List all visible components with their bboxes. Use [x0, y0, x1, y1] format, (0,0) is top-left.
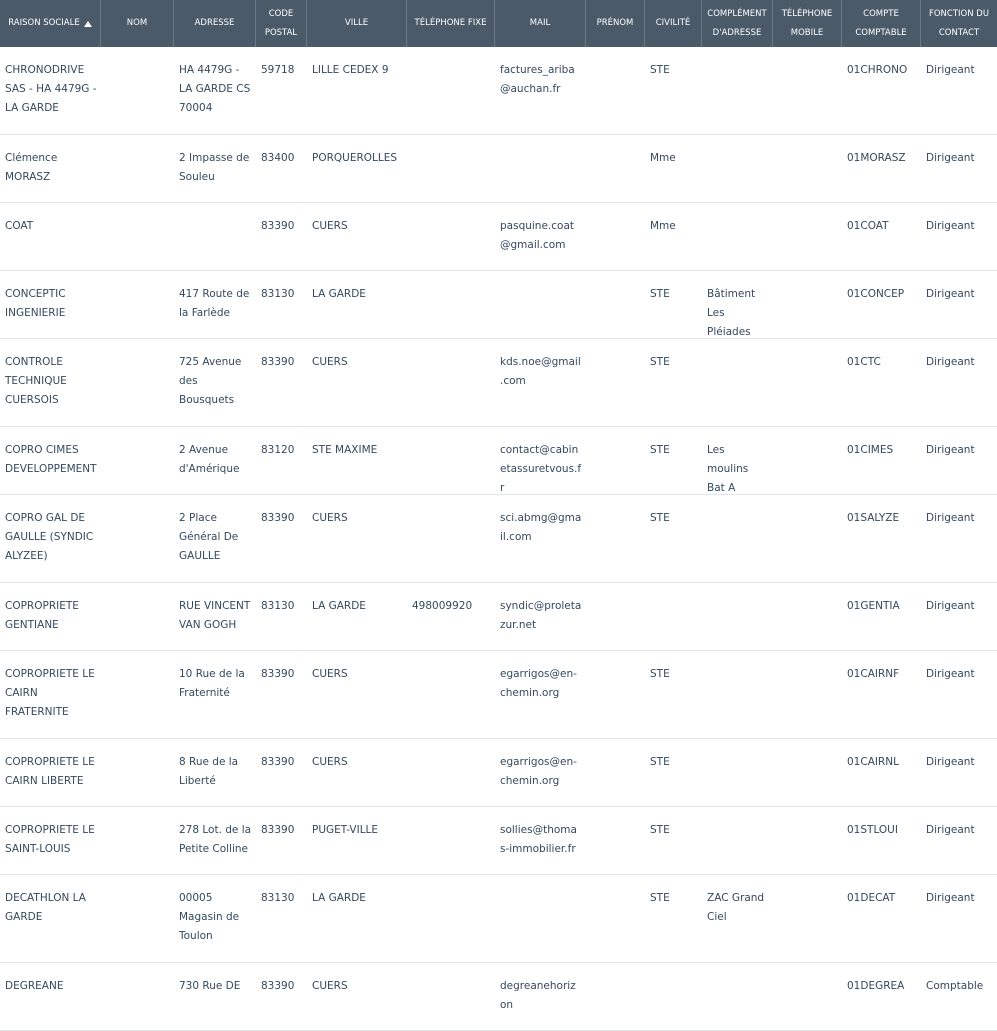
table-cell: ZAC Grand Ciel: [707, 892, 765, 923]
table-cell: [101, 47, 174, 134]
column-header-10[interactable]: [773, 0, 842, 47]
table-cell: [702, 739, 773, 806]
table-cell: CHRONODRIVE SAS - HA 4479G - LA GARDE: [5, 64, 97, 114]
column-header-label: TÉLÉPHONE FIXE: [414, 18, 487, 28]
table-cell: contact@cabinetassuretvous.fr: [500, 444, 582, 494]
table-cell: [773, 963, 842, 1030]
table-cell: PORQUEROLLES: [312, 152, 398, 164]
column-header-0[interactable]: [0, 0, 101, 47]
table-cell: [773, 135, 842, 202]
table-cell: [407, 47, 495, 134]
table-cell: 83130: [261, 600, 295, 612]
column-header-label: CIVILITÉ: [655, 18, 691, 28]
table-cell: sollies@thomas-immobilier.fr: [500, 824, 577, 855]
table-row[interactable]: [0, 427, 997, 495]
table-cell: 01CTC: [847, 356, 881, 368]
table-cell: Bâtiment Les Pléiades: [707, 288, 756, 338]
table-cell: DECATHLON LA GARDE: [5, 892, 86, 923]
table-cell: [773, 807, 842, 874]
table-cell: LA GARDE: [312, 892, 366, 904]
table-cell: 417 Route de la Farlède: [179, 288, 250, 319]
table-cell: 83390: [261, 356, 295, 368]
column-header-5[interactable]: [407, 0, 495, 47]
table-cell: CONTROLE TECHNIQUE CUERSOIS: [5, 356, 67, 406]
table-cell: STE: [650, 64, 670, 76]
table-cell: [407, 135, 495, 202]
table-cell: [407, 651, 495, 738]
table-cell: [773, 875, 842, 962]
table-cell: 278 Lot. de la Petite Colline: [179, 824, 252, 855]
table-cell: 59718: [261, 64, 295, 76]
table-cell: CUERS: [312, 756, 348, 768]
table-cell: STE MAXIME: [312, 444, 378, 456]
table-cell: LILLE CEDEX 9: [312, 64, 389, 76]
table-cell: Clémence MORASZ: [5, 152, 58, 183]
table-cell: 01GENTIA: [847, 600, 900, 612]
table-cell: STE: [650, 892, 670, 904]
table-cell: CUERS: [312, 220, 348, 232]
column-header-label: CODE POSTAL: [264, 8, 298, 38]
table-cell: [407, 807, 495, 874]
table-cell: [586, 495, 645, 582]
table-cell: COPROPRIETE LE CAIRN FRATERNITE: [5, 668, 95, 718]
table-cell: [702, 651, 773, 738]
table-cell: 498009920: [412, 600, 473, 612]
column-header-label: ADRESSE: [194, 18, 235, 28]
table-cell: LA GARDE: [312, 600, 366, 612]
table-cell: COPRO GAL DE GAULLE (SYNDIC ALYZEE): [5, 512, 94, 562]
table-cell: Mme: [650, 152, 676, 164]
table-row[interactable]: [0, 651, 997, 739]
table-cell: [773, 47, 842, 134]
table-cell: 01DEGREA: [847, 980, 905, 992]
table-cell: Dirigeant: [926, 356, 975, 368]
table-row[interactable]: [0, 47, 997, 135]
table-cell: COPROPRIETE GENTIANE: [5, 600, 79, 631]
sort-ascending-icon: [84, 21, 92, 27]
table-cell: [407, 339, 495, 426]
table-cell: 83400: [261, 152, 295, 164]
table-cell: 00005 Magasin de Toulon: [179, 892, 240, 942]
table-cell: [586, 651, 645, 738]
table-cell: [586, 203, 645, 270]
column-header-4[interactable]: [307, 0, 407, 47]
table-cell: [586, 339, 645, 426]
table-cell: [586, 583, 645, 650]
table-cell: [586, 47, 645, 134]
table-cell: 01CONCEP: [847, 288, 905, 300]
table-cell: Dirigeant: [926, 152, 975, 164]
table-cell: COPRO CIMES DEVELOPPEMENT: [5, 444, 97, 475]
table-cell: RUE VINCENT VAN GOGH: [179, 600, 251, 631]
table-cell: 01CIMES: [847, 444, 894, 456]
table-cell: [702, 807, 773, 874]
table-cell: Dirigeant: [926, 668, 975, 680]
column-header-label: RAISON SOCIALE: [8, 18, 80, 28]
table-cell: STE: [650, 512, 670, 524]
table-body: [0, 47, 997, 1031]
column-header-11[interactable]: [842, 0, 921, 47]
table-row[interactable]: [0, 203, 997, 271]
table-cell: [586, 807, 645, 874]
table-cell: 725 Avenue des Bousquets: [179, 356, 242, 406]
column-header-label: COMPTE COMPTABLE: [855, 8, 907, 38]
table-cell: 8 Rue de la Liberté: [179, 756, 239, 787]
table-cell: sci.abmg@gmail.com: [500, 512, 582, 543]
table-cell: Dirigeant: [926, 64, 975, 76]
table-cell: Dirigeant: [926, 824, 975, 836]
table-cell: STE: [650, 356, 670, 368]
table-cell: Dirigeant: [926, 600, 975, 612]
table-cell: [773, 583, 842, 650]
column-header-2[interactable]: [174, 0, 256, 47]
column-header-3[interactable]: [256, 0, 307, 47]
table-cell: [407, 739, 495, 806]
column-header-8[interactable]: [645, 0, 702, 47]
table-cell: [101, 963, 174, 1030]
table-cell: CUERS: [312, 512, 348, 524]
table-cell: Dirigeant: [926, 288, 975, 300]
table-cell: syndic@proletazur.net: [500, 600, 582, 631]
column-header-7[interactable]: [586, 0, 645, 47]
table-cell: [101, 807, 174, 874]
table-cell: [702, 203, 773, 270]
column-header-label: VILLE: [344, 18, 369, 28]
table-cell: [101, 203, 174, 270]
table-cell: [101, 583, 174, 650]
table-cell: [702, 135, 773, 202]
table-cell: 83390: [261, 668, 295, 680]
table-cell: [702, 47, 773, 134]
table-cell: 2 Impasse de Souleu: [179, 152, 250, 183]
table-cell: Dirigeant: [926, 220, 975, 232]
column-header-12[interactable]: [921, 0, 997, 47]
table-cell: COAT: [5, 220, 34, 232]
table-row[interactable]: [0, 807, 997, 875]
table-cell: CUERS: [312, 356, 348, 368]
table-cell: PUGET-VILLE: [312, 824, 379, 836]
table-cell: [773, 651, 842, 738]
table-cell: 01CHRONO: [847, 64, 908, 76]
table-row[interactable]: [0, 739, 997, 807]
table-cell: [773, 339, 842, 426]
table-cell: LA GARDE: [312, 288, 366, 300]
table-cell: [407, 963, 495, 1030]
table-header: [0, 0, 997, 47]
table-row[interactable]: [0, 495, 997, 583]
table-cell: 01CAIRNF: [847, 668, 900, 680]
table-cell: [101, 651, 174, 738]
table-cell: [101, 495, 174, 582]
table-row[interactable]: [0, 583, 997, 651]
column-header-label: MAIL: [529, 18, 551, 28]
table-cell: 83390: [261, 980, 295, 992]
column-header-9[interactable]: [702, 0, 773, 47]
table-cell: [702, 963, 773, 1030]
table-cell: [702, 339, 773, 426]
table-cell: [101, 135, 174, 202]
table-cell: 01COAT: [847, 220, 889, 232]
column-header-label: TÉLÉPHONE MOBILE: [781, 8, 833, 38]
table-cell: STE: [650, 824, 670, 836]
table-cell: 83390: [261, 756, 295, 768]
table-cell: [101, 739, 174, 806]
table-cell: 01STLOUI: [847, 824, 898, 836]
table-cell: 83390: [261, 824, 295, 836]
table-cell: [101, 875, 174, 962]
table-cell: [773, 203, 842, 270]
table-cell: Les moulins Bat A: [707, 444, 749, 494]
table-cell: [407, 875, 495, 962]
table-cell: pasquine.coat@gmail.com: [500, 220, 575, 251]
table-cell: 10 Rue de la Fraternité: [179, 668, 245, 699]
column-header-label: PRÉNOM: [596, 18, 634, 28]
table-cell: egarrigos@en-chemin.org: [500, 668, 577, 699]
column-header-1[interactable]: [101, 0, 174, 47]
table-cell: 01SALYZE: [847, 512, 900, 524]
table-cell: 83390: [261, 512, 295, 524]
table-cell: egarrigos@en-chemin.org: [500, 756, 577, 787]
table-cell: 2 Avenue d'Amérique: [179, 444, 240, 475]
table-cell: kds.noe@gmail.com: [500, 356, 581, 387]
column-header-label: NOM: [126, 18, 148, 28]
table-row[interactable]: [0, 271, 997, 339]
table-cell: 01MORASZ: [847, 152, 906, 164]
table-cell: [174, 203, 256, 270]
table-cell: [586, 739, 645, 806]
table-cell: [702, 583, 773, 650]
table-cell: COPROPRIETE LE SAINT-LOUIS: [5, 824, 95, 855]
table-row[interactable]: [0, 875, 997, 963]
table-row[interactable]: [0, 963, 997, 1031]
table-cell: [645, 963, 702, 1030]
table-row[interactable]: [0, 339, 997, 427]
table-cell: [407, 203, 495, 270]
table-cell: CUERS: [312, 980, 348, 992]
table-cell: Dirigeant: [926, 444, 975, 456]
table-cell: [702, 495, 773, 582]
table-cell: 83120: [261, 444, 295, 456]
table-cell: [773, 495, 842, 582]
table-cell: STE: [650, 756, 670, 768]
table-cell: 01CAIRNL: [847, 756, 899, 768]
table-cell: CONCEPTIC INGENIERIE: [5, 288, 66, 319]
table-cell: Mme: [650, 220, 676, 232]
table-cell: degreanehorizon: [500, 980, 576, 1011]
table-cell: 83130: [261, 892, 295, 904]
table-cell: [586, 875, 645, 962]
table-cell: STE: [650, 668, 670, 680]
table-cell: [586, 963, 645, 1030]
table-cell: COPROPRIETE LE CAIRN LIBERTE: [5, 756, 95, 787]
table-row[interactable]: [0, 135, 997, 203]
table-cell: Dirigeant: [926, 512, 975, 524]
table-cell: STE: [650, 444, 670, 456]
table-cell: HA 4479G - LA GARDE CS 70004: [179, 64, 251, 114]
table-cell: CUERS: [312, 668, 348, 680]
table-cell: [586, 135, 645, 202]
table-cell: [495, 135, 586, 202]
table-cell: 83130: [261, 288, 295, 300]
table-cell: [495, 875, 586, 962]
table-cell: [773, 739, 842, 806]
table-cell: 730 Rue DE: [179, 980, 241, 992]
table-cell: [407, 495, 495, 582]
column-header-6[interactable]: [495, 0, 586, 47]
table-cell: [101, 339, 174, 426]
table-cell: [645, 583, 702, 650]
table-cell: STE: [650, 288, 670, 300]
table-cell: factures_ariba@auchan.fr: [500, 64, 575, 95]
table-cell: Comptable: [926, 980, 984, 992]
column-header-label: FONCTION DU CONTACT: [928, 8, 990, 38]
table-cell: 2 Place Général De GAULLE: [179, 512, 239, 562]
table-cell: 01DECAT: [847, 892, 896, 904]
table-cell: DEGREANE: [5, 980, 64, 992]
table-cell: 83390: [261, 220, 295, 232]
table-cell: Dirigeant: [926, 892, 975, 904]
table-cell: Dirigeant: [926, 756, 975, 768]
column-header-label: COMPLÉMENT D'ADRESSE: [707, 8, 767, 38]
